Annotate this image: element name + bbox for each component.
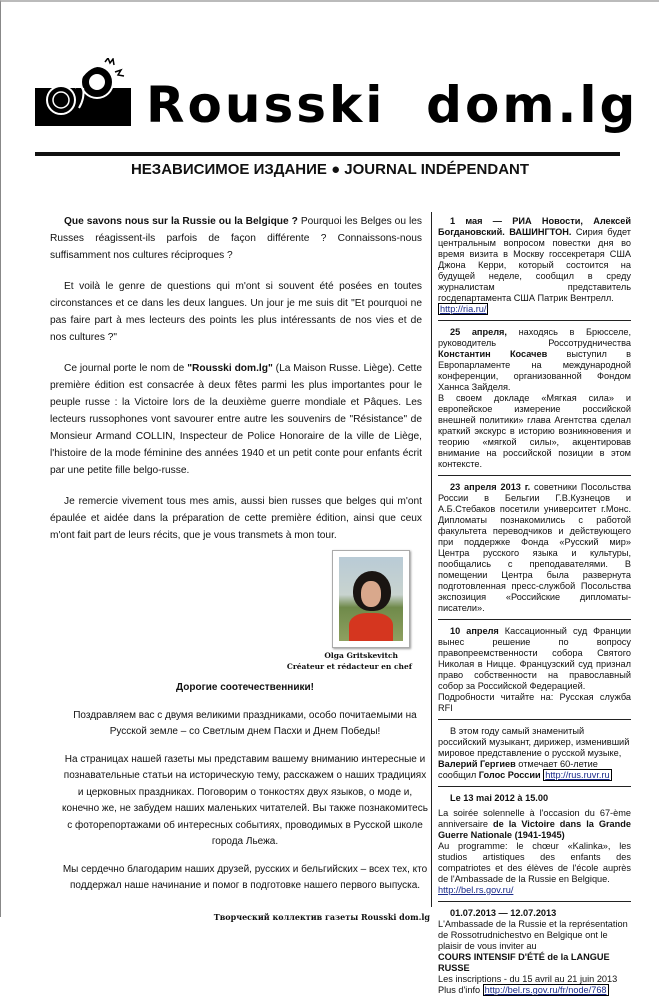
news-link[interactable]: http://bel.rs.gov.ru/ (438, 885, 514, 895)
editorial-paragraph-1 (50, 213, 422, 264)
news-date: 01.07.2013 — 12.07.2013 (450, 908, 557, 918)
author-block (50, 550, 412, 672)
news-column (438, 214, 631, 1005)
news-person: Валерий Гергиев (438, 759, 516, 769)
news-text: La soirée solennelle à l'occasion du 67-ème anniversaire (438, 808, 631, 829)
news-date: 10 апреля (450, 626, 499, 636)
news-headline: 1 мая — РИА Новости, Алексей Богдановский. ВАШИНГТОН. (438, 216, 631, 237)
news-text: советники Посольства России в Бельгии Г.В.Кузнецов и А.Б.Стебаков посетили университет г.Монс. Дипломаты познакомились с работой факультета переводчиков и действующего при поддержке Фонда «Русский мир» Центра русского языка и культуры, пообщались с преподавателями. В помещении Центра была развернута подготовленная пресс-службой Посольства экспозиция «Российские дипломаты-писатели». (438, 482, 632, 613)
paragraph-text: Ce journal porte le nom de (64, 363, 188, 374)
left-column (50, 213, 430, 923)
russian-paragraph-2: На страницах нашей газеты мы представим вашему вниманию интересные и познавательные статьи на историческую тему, расскажем о наших традициях и церковных праздниках. Поговорим о тонкостях двух языков, о моде и, конечно же, не забудем наших маленьких читателей. Вы также познакомитесь с фоторепортажами об интересных событиях, проводимых в Русской школе города Льежа. (62, 753, 428, 847)
paragraph-text: (La Maison Russe. Liège). Cette première édition est consacrée à deux fêtes parmi les plus importantes pour le peuple russe : la Victoire lors de la deuxième guerre mondiale et Pâques. Les lecteurs russophones vont savourer entre autre les souvenirs de "Résistance" de Monsieur Armand COLLIN, Inspecteur de Police Honoraire de la ville de Liège, l'histoire de la mode féminine des années 1940 et un petit conte pour enfants écrit par une petite fille belgo-russe. (50, 363, 422, 476)
news-headline: de la Victoire dans la Grande Guerre Nationale (1941-1945) (438, 819, 631, 840)
news-date: 25 апреля, (450, 327, 507, 337)
news-text: Plus d'info (438, 985, 483, 995)
lead-question: Que savons nous sur la Russie ou la Belgique ? (64, 216, 298, 227)
news-item-6 (438, 791, 631, 902)
russian-paragraph-3: Мы сердечно благодарим наших друзей, русских и бельгийских – всех тех, кто поддержал наше начинание и помог в подготовке нашего первого выпуска. (62, 863, 428, 891)
author-name: Olga Gritskevitch (324, 651, 398, 660)
masthead-title: Rousski dom.lg (146, 76, 639, 134)
news-item-3 (438, 480, 631, 620)
news-text: Кассационный суд Франции вынес решение по вопросу правопреемственности собора Святого Николая в Ницце. Французский суд признал право собственности на православный собор за Российской Федерацией. (438, 626, 631, 691)
news-item-7 (438, 906, 631, 1001)
author-role: Créateur et rédacteur en chef (286, 662, 412, 671)
editorial-paragraph-2: Et voilà le genre de questions qui m'ont si souvent été posées en toutes circonstances et ce dans les deux langues. Un jour je me suis dit "Et pourquoi ne pas faire part à mes lecteurs des points les plus intéressants de nos vies et de nos cultures ?" (50, 281, 422, 343)
russian-signature: Творческий коллектив газеты Rousski dom.lg (213, 911, 430, 922)
news-text: сообщил (438, 770, 479, 780)
news-date: Le 13 mai 2012 à 15.00 (450, 793, 549, 803)
news-text: В своем докладе «Мягкая сила» и европейское измерение российской внешней политики» глава Агентства сделал краткий экскурс в историю возникновения и теорию «мягкой силы», акцентировав внимание на российской позиции в этом контексте. (438, 393, 631, 469)
editorial-paragraph-3 (50, 360, 422, 479)
news-text: отмечает 60-летие (515, 759, 598, 769)
news-text: находясь в Брюсселе, руководитель Россотрудничества (438, 327, 632, 348)
news-person: Константин Косачев (438, 349, 548, 359)
news-link[interactable]: http://bel.rs.gov.ru/fr/node/768 (484, 985, 607, 995)
logo-emblem (35, 58, 131, 126)
russian-paragraph-1: Поздравляем вас с двумя великими праздниками, особо почитаемыми на Русской земле – со Светлым днем Пасхи и Днем Победы! (73, 709, 417, 737)
news-date: 23 апреля 2013 г. (450, 482, 531, 492)
journal-name: "Rousski dom.lg" (187, 363, 273, 374)
news-item-1 (438, 214, 631, 321)
news-link[interactable]: http://ria.ru/ (440, 304, 487, 314)
author-photo (332, 550, 410, 648)
russian-greeting-heading: Дорогие соотечественники! (176, 682, 314, 693)
news-item-5 (438, 724, 631, 787)
news-text: В этом году самый знаменитый российский музыкант, дирижер, изменивший мировое представление о русской музыке, (438, 726, 630, 758)
news-source: Подробности читайте на: Русская служба RFI (438, 692, 631, 713)
masthead-rule (35, 152, 620, 156)
news-text: L'Ambassade de la Russie et la représentation de Rossotrudnichestvo en Belgique ont le plaisir de vous inviter au (438, 919, 628, 951)
news-item-4 (438, 624, 631, 720)
news-text: Au programme: le chœur «Kalinka», les studios artistiques des enfants des compatriotes et des élèves de l'école auprès de l'Ambassade de la Russie en Belgique. (438, 841, 631, 884)
paragraph-text: Pourquoi les Belges ou les Russes réagissent-ils parfois de façon différente ? Connaissons-nous suffisamment nos cultures réciproques ? (50, 216, 422, 261)
news-text: Сирия будет центральным вопросом повестки дня во время визита в Москву госсекретаря США Джона Керри, который состоится на будущей неделе, сообщил в среду журналистам представитель госдепартамента США Патрик Вентрелл. (438, 227, 632, 303)
news-source: Голос России (478, 770, 541, 780)
news-headline: COURS INTENSIF D'ÉTÉ de la LANGUE RUSSE (438, 952, 610, 973)
russian-greeting (60, 680, 430, 923)
news-item-2 (438, 325, 631, 476)
masthead-subtitle: НЕЗАВИСИМОЕ ИЗДАНИЕ ● JOURNAL INDÉPENDANT (130, 161, 530, 178)
column-divider (431, 212, 432, 907)
news-link[interactable]: http://rus.ruvr.ru (545, 770, 610, 780)
news-text: Les inscriptions - du 15 avril au 21 juin 2013 (438, 974, 618, 984)
editorial-paragraph-4: Je remercie vivement tous mes amis, aussi bien russes que belges qui m'ont épaulée et aidée dans la préparation de cette première édition, ainsi que ceux m'ont fait part de leurs récits, que je vous transmets à mon tour. (50, 496, 422, 541)
news-text: выступил в Европарламенте на международной конференции, организованной Фондом Ханнса Зайделя. (438, 349, 631, 392)
